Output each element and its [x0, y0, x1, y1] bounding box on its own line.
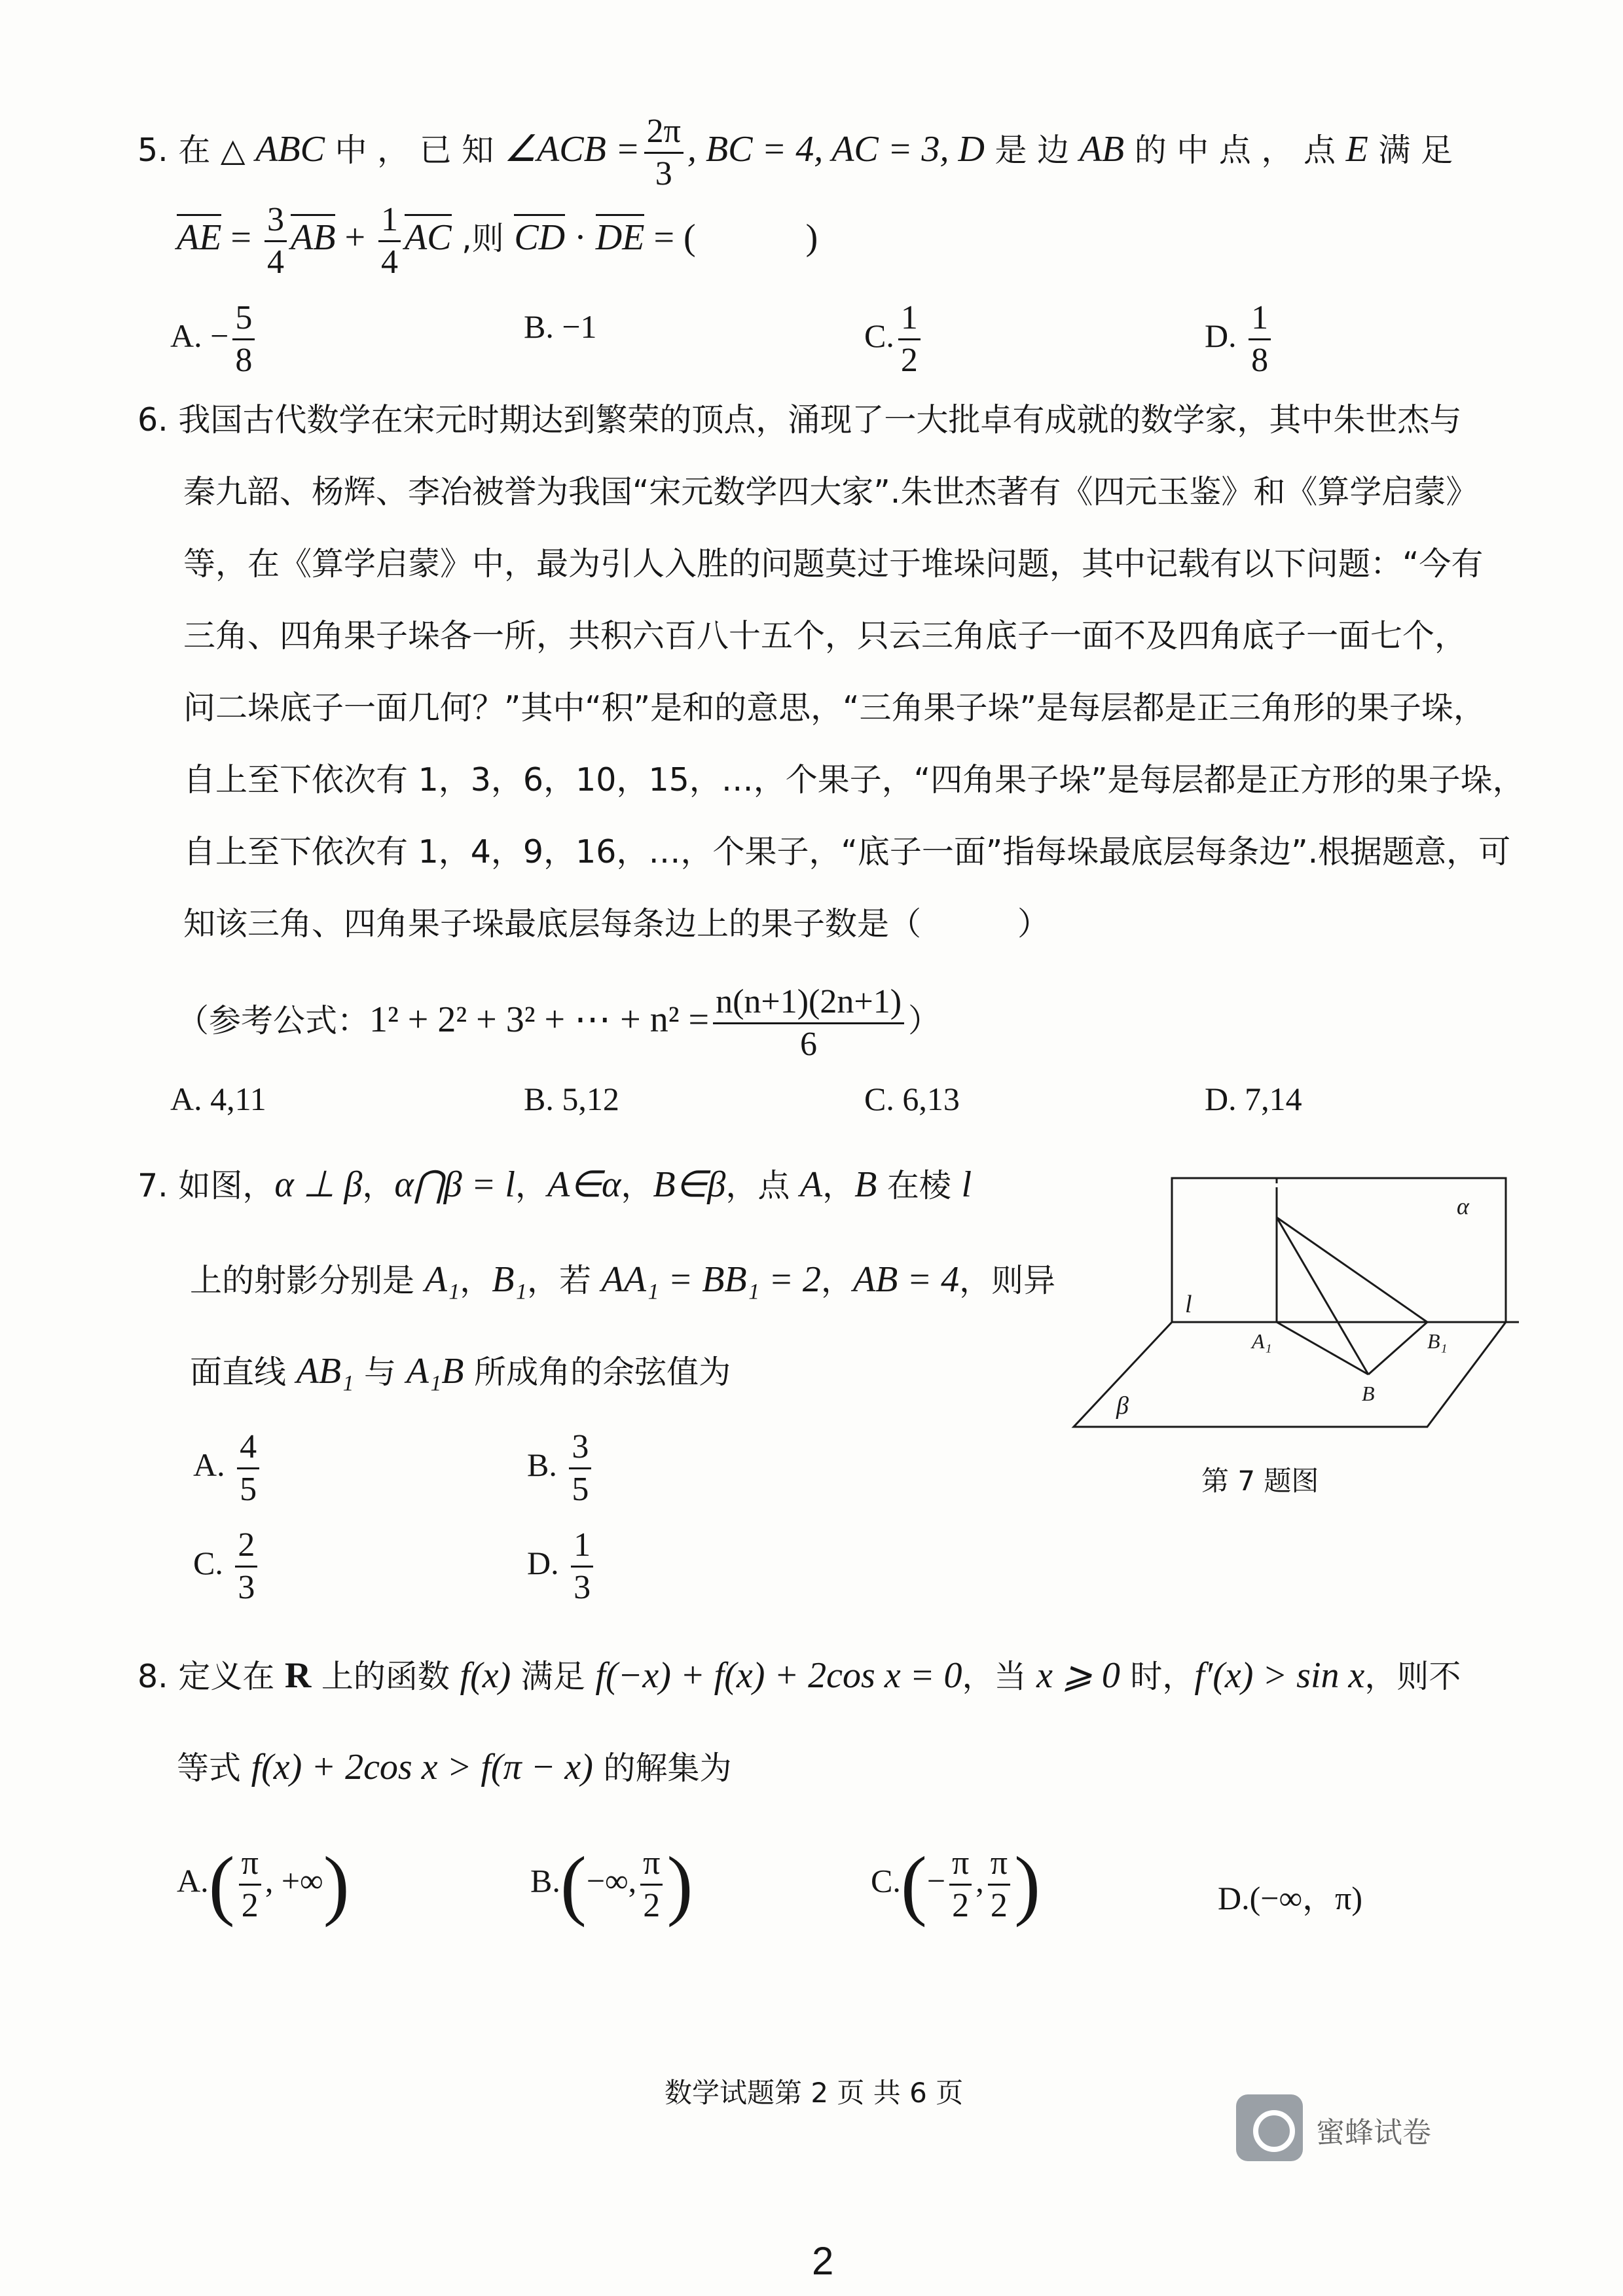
q8-choice-d[interactable]: D.(−∞，π) [1218, 1880, 1362, 1916]
q7-line-2: 上的射影分别是 A₁，B₁，若 AA₁ = BB₁ = 2，AB = 4，则异 [190, 1259, 1056, 1300]
q6-choice-c[interactable]: C. 6,13 [864, 1081, 960, 1117]
q8-choice-a[interactable]: A.( $\frac{\pi}{2}$ , +∞) [177, 1840, 350, 1928]
plane-alpha [1172, 1178, 1506, 1322]
q7-line-3: 面直线 AB₁ 与 A₁B 所成角的余弦值为 [190, 1351, 731, 1391]
label-b1: B₁ [1427, 1329, 1448, 1353]
label-beta: β [1116, 1392, 1129, 1420]
q7-choice-c[interactable]: C. $\frac{2}{3}$ [193, 1525, 261, 1608]
q5-choice-d[interactable]: D. $\frac{1}{8}$ [1205, 298, 1275, 381]
segment-a-b [1277, 1217, 1368, 1374]
label-alpha: α [1457, 1193, 1469, 1219]
brand-name: 蜜蜂试卷 [1316, 2116, 1431, 2149]
segment-a1-b [1277, 1322, 1368, 1374]
q5-choice-a[interactable]: A. − $\frac{5}{8}$ [170, 298, 259, 381]
q5-angle-fraction: $\frac{2\pi}{3}$ [644, 111, 684, 194]
q6-choice-d[interactable]: D. 7,14 [1205, 1081, 1302, 1117]
q8-line-2: 等式 f(x) + 2cos x > f(π − x) 的解集为 [177, 1747, 732, 1787]
q6-line-4: 三角、四角果子垛各一所，共积六百八十五个，只云三角底子一面不及四角底子一面七个， [183, 617, 1467, 655]
q8-choice-c[interactable]: C.(− $\frac{\pi}{2}$ , $\frac{\pi}{2}$ ) [871, 1840, 1041, 1928]
q6-choice-a[interactable]: A. 4,11 [170, 1081, 266, 1117]
brand-logo-icon [1236, 2094, 1303, 2161]
q5-choice-b[interactable]: B. −1 [524, 308, 597, 345]
q5-line-1: 5. 在 △ ABC 中 ， 已 知 ∠ACB = $\frac{2\pi}{3}$ , BC = 4, AC = 3, D 是 边 AB 的 中 点 ， 点 E 满 足 [137, 111, 1453, 194]
q6-line-8: 知该三角、四角果子垛最底层每条边上的果子数是（ ） [183, 905, 1050, 942]
label-l: l [1185, 1291, 1192, 1318]
q7-choice-a[interactable]: A. $\frac{4}{5}$ [193, 1427, 263, 1510]
q5-choice-c[interactable]: C. $\frac{1}{2}$ [864, 298, 924, 381]
label-a1: A₁ [1252, 1329, 1272, 1353]
page-info: 数学试题第 2 页 共 6 页 [665, 2077, 964, 2109]
page-number: 2 [812, 2239, 834, 2283]
q6-choice-b[interactable]: B. 5,12 [524, 1081, 619, 1117]
q7-figure-caption: 第 7 题图 [1201, 1465, 1319, 1497]
q6-line-6: 自上至下依次有 1，3，6，10，15，…，个果子，“四角果子垛”是每层都是正方形的果子垛， [183, 761, 1525, 798]
q7-figure [1061, 1165, 1532, 1440]
segment-b-b1 [1368, 1322, 1427, 1374]
q8-choice-b[interactable]: B.(−∞, $\frac{\pi}{2}$ ) [530, 1840, 693, 1928]
q6-line-5: 问二垛底子一面几何？”其中“积”是和的意思，“三角果子垛”是每层都是正三角形的果子垛， [183, 689, 1486, 726]
q7-choice-d[interactable]: D. $\frac{1}{3}$ [527, 1525, 597, 1608]
q6-line-2: 秦九韶、杨辉、李冶被誉为我国“宋元数学四大家”.朱世杰著有《四元玉鉴》和《算学启蒙》 [183, 473, 1478, 511]
q6-reference-formula: （参考公式：1² + 2² + 3² + ⋯ + n² = $\frac{n(n+1)(2n+1)}{6}$ ） [177, 983, 941, 1063]
q7-line-1: 7. 如图，α ⊥ β，α⋂β = l，A∈α，B∈β，点 A，B 在棱 l [137, 1164, 972, 1205]
segment-a-b1 [1277, 1217, 1427, 1322]
label-b: B [1362, 1382, 1375, 1405]
q8-line-1: 8. 定义在 R 上的函数 f(x) 满足 f(−x) + f(x) + 2cos x = 0，当 x ⩾ 0 时，f′(x) > sin x，则不 [137, 1655, 1461, 1696]
q5-line-2: AE = $\frac{3}{4}$ AB + $\frac{1}{4}$ AC ,则 CD · DE = ( ) [177, 201, 818, 281]
q7-choice-b[interactable]: B. $\frac{3}{5}$ [527, 1427, 595, 1510]
q6-line-3: 等，在《算学启蒙》中，最为引人入胜的问题莫过于堆垛问题，其中记载有以下问题：“今有 [183, 545, 1484, 583]
q6-line-1: 6. 我国古代数学在宋元时期达到繁荣的顶点，涌现了一大批卓有成就的数学家，其中朱世杰与 [137, 401, 1462, 439]
q6-line-7: 自上至下依次有 1，4，9，16，…，个果子，“底子一面”指每垛最底层每条边”.根据题意，可 [183, 833, 1511, 870]
